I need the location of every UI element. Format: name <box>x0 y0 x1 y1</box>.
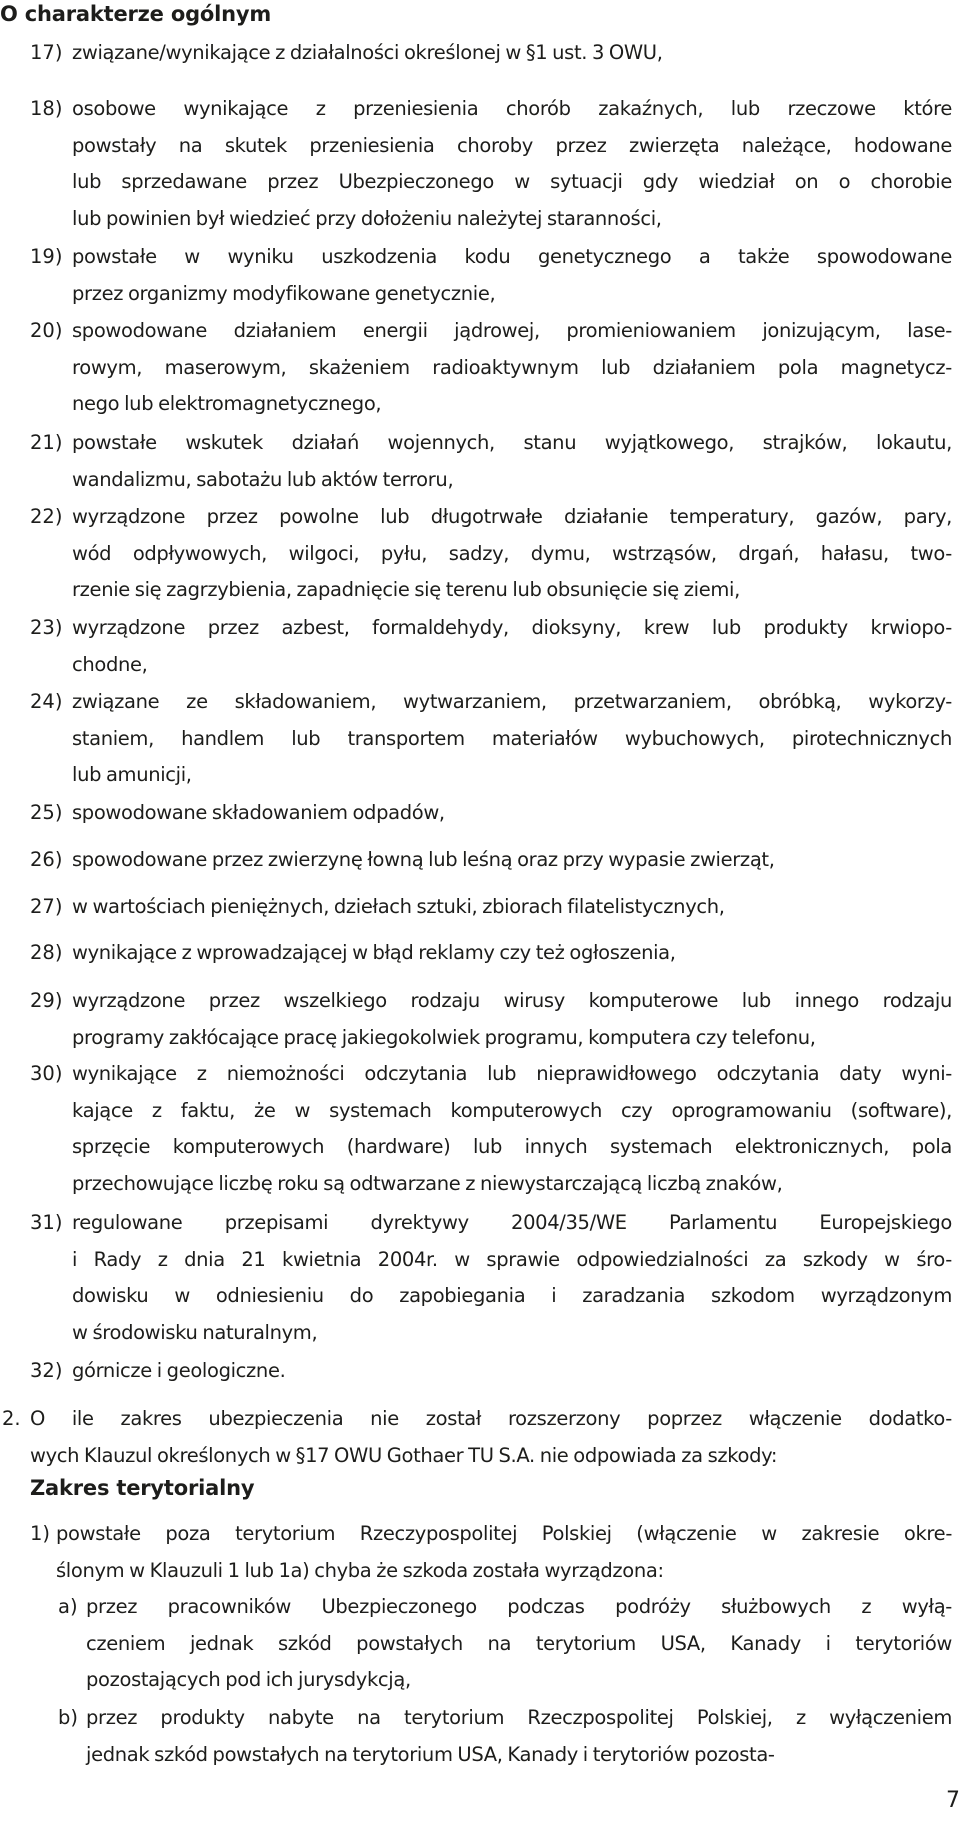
text-line: chodne, <box>72 652 148 676</box>
text-line: rowym, maserowym, skażeniem radioaktywnym lub działaniem pola magnetycz- <box>72 355 952 379</box>
text-line: wynikające z niemożności odczytania lub nieprawidłowego odczytania daty wyni- <box>72 1062 952 1085</box>
item-text <box>72 1353 952 1390</box>
text-line: związane ze składowaniem, wytwarzaniem, przetwarzaniem, obróbką, wykorzy- <box>72 690 952 713</box>
text-line: lub powinien był wiedzieć przy dołożeniu należytej staranności, <box>72 206 662 230</box>
list-item <box>30 610 952 683</box>
text-line: wyrządzone przez powolne lub długotrwałe działanie temperatury, gazów, pary, <box>72 505 952 528</box>
item-number: 2. <box>2 1407 21 1430</box>
item-text <box>72 684 952 794</box>
text-line: wandalizmu, sabotażu lub aktów terroru, <box>72 467 454 491</box>
item-number: 18) <box>30 97 63 120</box>
sub-item-b <box>58 1700 952 1773</box>
list-item <box>30 239 952 312</box>
item-text <box>72 499 952 609</box>
item-text <box>30 1401 952 1474</box>
text-line: spowodowane przez zwierzynę łowną lub leśną oraz przy wypasie zwierząt, <box>72 848 775 871</box>
item-number: 1) <box>30 1522 51 1545</box>
list-item <box>30 935 952 972</box>
text-line: wynikające z wprowadzającej w błąd reklamy czy też ogłoszenia, <box>72 941 676 964</box>
text-line: ślonym w Klauzuli 1 lub 1a) chyba że szkoda została wyrządzona: <box>56 1558 664 1582</box>
list-item <box>30 795 952 832</box>
item-number: 17) <box>30 41 63 64</box>
item-text <box>72 239 952 312</box>
text-line: w środowisku naturalnym, <box>72 1320 318 1344</box>
item-number: 31) <box>30 1211 63 1234</box>
item-number: 26) <box>30 848 63 871</box>
item-number: 24) <box>30 690 63 713</box>
item-text <box>72 889 952 926</box>
text-line: i Rady z dnia 21 kwietnia 2004r. w sprawie odpowiedzialności za szkody w śro- <box>72 1247 952 1271</box>
sub-item-a <box>58 1589 952 1699</box>
text-line: pozostających pod ich jurysdykcją, <box>86 1668 411 1691</box>
item-text <box>72 313 952 423</box>
item-text <box>72 610 952 683</box>
text-line: związane/wynikające z działalności określonej w §1 ust. 3 OWU, <box>72 41 663 64</box>
item-text <box>72 935 952 972</box>
item-number: 29) <box>30 989 63 1012</box>
item-number: a) <box>58 1595 78 1618</box>
list-item <box>30 1353 952 1390</box>
item-text <box>72 795 952 832</box>
text-line: lub sprzedawane przez Ubezpieczonego w sytuacji gdy wiedział on o chorobie <box>72 170 952 193</box>
item-number: 22) <box>30 505 63 528</box>
text-line: powstałe w wyniku uszkodzenia kodu genetycznego a także spowodowane <box>72 245 952 268</box>
text-line: O ile zakres ubezpieczenia nie został rozszerzony poprzez włączenie dodatko- <box>30 1407 952 1430</box>
item-number: 25) <box>30 801 63 824</box>
text-line: powstałe wskutek działań wojennych, stanu wyjątkowego, strajków, lokautu, <box>72 431 952 454</box>
section-heading-territorial: Zakres terytorialny <box>30 1476 255 1500</box>
text-line: spowodowane składowaniem odpadów, <box>72 801 445 824</box>
text-line: wyrządzone przez wszelkiego rodzaju wirusy komputerowe lub innego rodzaju <box>72 989 952 1012</box>
text-line: czeniem jednak szkód powstałych na terytorium USA, Kanady i terytoriów <box>86 1631 952 1655</box>
item-text <box>72 1205 952 1351</box>
list-item <box>30 35 952 72</box>
item-text <box>86 1589 952 1699</box>
text-line: wód odpływowych, wilgoci, pyłu, sadzy, dymu, wstrząsów, drgań, hałasu, two- <box>72 541 952 565</box>
item-number: 23) <box>30 616 63 639</box>
item-number: 28) <box>30 941 63 964</box>
text-line: kające z faktu, że w systemach komputerowych czy oprogramowaniu (software), <box>72 1098 952 1122</box>
item-text <box>56 1516 952 1589</box>
item-number: b) <box>58 1706 78 1729</box>
list-item <box>30 983 952 1056</box>
text-line: regulowane przepisami dyrektywy 2004/35/WE Parlamentu Europejskiego <box>72 1211 952 1234</box>
item-text <box>72 425 952 498</box>
text-line: przez organizmy modyfikowane genetycznie, <box>72 281 496 305</box>
list-item-territorial <box>30 1516 952 1589</box>
list-item <box>30 1056 952 1202</box>
item-number: 30) <box>30 1062 63 1085</box>
item-number: 27) <box>30 895 63 918</box>
item-text <box>72 842 952 879</box>
list-item <box>30 499 952 609</box>
item-number: 19) <box>30 245 63 268</box>
text-line: rzenie się zagrzybienia, zapadnięcie się terenu lub obsunięcie się ziemi, <box>72 578 740 601</box>
text-line: staniem, handlem lub transportem materiałów wybuchowych, pirotechnicznych <box>72 726 952 750</box>
text-line: górnicze i geologiczne. <box>72 1359 286 1382</box>
item-text <box>86 1700 952 1773</box>
list-item <box>30 313 952 423</box>
list-item <box>30 425 952 498</box>
text-line: osobowe wynikające z przeniesienia chorób zakaźnych, lub rzeczowe które <box>72 97 952 120</box>
item-text <box>72 35 952 72</box>
list-item <box>30 842 952 879</box>
text-line: powstały na skutek przeniesienia choroby przez zwierzęta należące, hodowane <box>72 133 952 157</box>
list-item <box>30 889 952 926</box>
list-item <box>30 91 952 237</box>
item-number: 32) <box>30 1359 63 1382</box>
text-line: nego lub elektromagnetycznego, <box>72 392 382 415</box>
item-text <box>72 91 952 237</box>
text-line: przez pracowników Ubezpieczonego podczas podróży służbowych z wyłą- <box>86 1595 952 1618</box>
list-item-point-2 <box>2 1401 952 1474</box>
text-line: przez produkty nabyte na terytorium Rzeczpospolitej Polskiej, z wyłączeniem <box>86 1706 952 1729</box>
text-line: powstałe poza terytorium Rzeczypospolitej Polskiej (włączenie w zakresie okre- <box>56 1522 952 1545</box>
text-line: wych Klauzul określonych w §17 OWU Gothaer TU S.A. nie odpowiada za szkody: <box>30 1443 778 1467</box>
text-line: jednak szkód powstałych na terytorium USA, Kanady i terytoriów pozosta- <box>86 1742 775 1766</box>
item-number: 21) <box>30 431 63 454</box>
text-line: przechowujące liczbę roku są odtwarzane z niewystarczającą liczbą znaków, <box>72 1171 783 1195</box>
text-line: w wartościach pieniężnych, dziełach sztuki, zbiorach filatelistycznych, <box>72 895 725 918</box>
item-number: 20) <box>30 319 63 342</box>
text-line: programy zakłócające pracę jakiegokolwiek programu, komputera czy telefonu, <box>72 1025 816 1049</box>
text-line: lub amunicji, <box>72 763 192 786</box>
item-text <box>72 983 952 1056</box>
list-item <box>30 684 952 794</box>
text-line: sprzęcie komputerowych (hardware) lub innych systemach elektronicznych, pola <box>72 1135 952 1158</box>
text-line: spowodowane działaniem energii jądrowej, promieniowaniem jonizującym, lase- <box>72 319 952 342</box>
list-item <box>30 1205 952 1351</box>
text-line: wyrządzone przez azbest, formaldehydy, dioksyny, krew lub produkty krwiopo- <box>72 616 952 639</box>
item-text <box>72 1056 952 1202</box>
text-line: dowisku w odniesieniu do zapobiegania i zaradzania szkodom wyrządzonym <box>72 1284 952 1307</box>
section-heading-general: O charakterze ogólnym <box>0 2 272 26</box>
page-number: 7 <box>946 1788 960 1813</box>
